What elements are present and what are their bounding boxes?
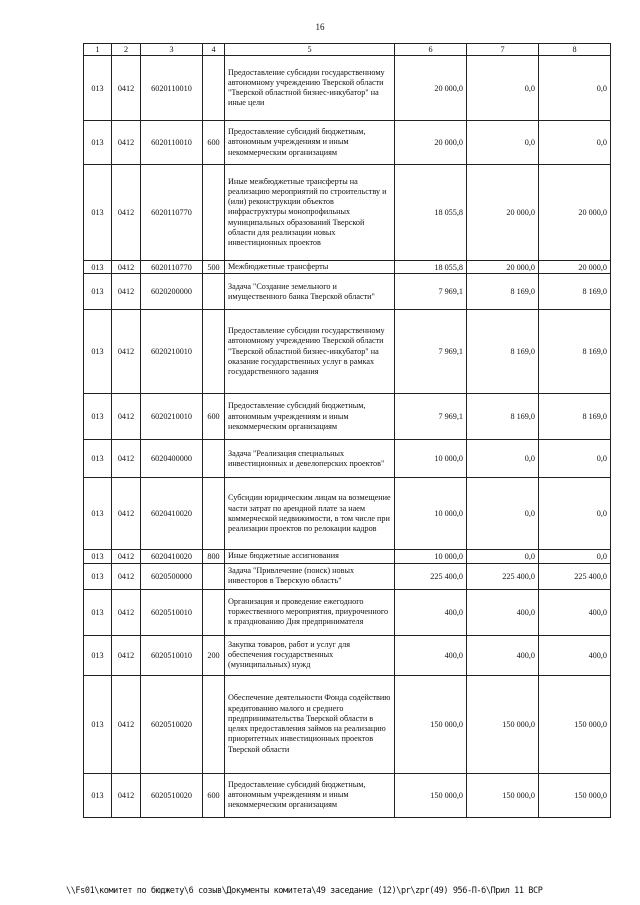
cell-section-code: 0412 [112,56,141,121]
column-header: 1 [84,44,112,56]
cell-amount-year1: 150 000,0 [395,773,467,817]
cell-expense-type [203,478,225,550]
cell-expense-type: 500 [203,261,225,274]
cell-section-code: 0412 [112,563,141,589]
cell-amount-year2: 0,0 [467,56,539,121]
cell-description: Предоставление субсидии государственному автономному учреждению Тверской области "Тверской областной бизнес-инкубатор" на иные цели [225,56,395,121]
table-row [84,589,611,635]
table-row [84,261,611,274]
cell-expense-type: 800 [203,550,225,563]
cell-amount-year1: 7 969,1 [395,274,467,310]
cell-amount-year2: 150 000,0 [467,773,539,817]
cell-amount-year2: 8 169,0 [467,274,539,310]
cell-amount-year3: 400,0 [539,589,611,635]
budget-table [83,43,611,818]
cell-section-code: 0412 [112,310,141,394]
cell-expense-type [203,440,225,478]
cell-section-code: 0412 [112,440,141,478]
cell-amount-year2: 0,0 [467,440,539,478]
cell-amount-year3: 0,0 [539,478,611,550]
table-row [84,56,611,121]
table-row [84,550,611,563]
cell-amount-year3: 225 400,0 [539,563,611,589]
cell-expense-type: 600 [203,121,225,165]
table-row [84,274,611,310]
cell-amount-year1: 7 969,1 [395,310,467,394]
cell-description: Задача "Реализация специальных инвестиционных и девелоперских проектов" [225,440,395,478]
cell-description: Предоставление субсидии государственному автономному учреждению Тверской области "Тверской областной бизнес-инкубатор" на оказание государственных услуг в рамках государственного задания [225,310,395,394]
cell-admin-code: 013 [84,121,112,165]
column-header: 8 [539,44,611,56]
cell-admin-code: 013 [84,773,112,817]
cell-amount-year1: 10 000,0 [395,478,467,550]
cell-section-code: 0412 [112,121,141,165]
column-header: 7 [467,44,539,56]
cell-admin-code: 013 [84,440,112,478]
table-row [84,675,611,773]
cell-admin-code: 013 [84,165,112,261]
cell-amount-year3: 150 000,0 [539,773,611,817]
table-row [84,121,611,165]
cell-expense-type: 600 [203,394,225,440]
cell-amount-year3: 20 000,0 [539,165,611,261]
cell-admin-code: 013 [84,589,112,635]
cell-expense-type [203,589,225,635]
table-row [84,394,611,440]
cell-admin-code: 013 [84,550,112,563]
column-header: 5 [225,44,395,56]
cell-amount-year1: 400,0 [395,589,467,635]
cell-target-code: 6020510010 [141,589,203,635]
cell-description: Предоставление субсидий бюджетным, автономным учреждениям и иным некоммерческим организациям [225,394,395,440]
cell-section-code: 0412 [112,635,141,675]
cell-target-code: 6020410020 [141,550,203,563]
cell-section-code: 0412 [112,261,141,274]
cell-amount-year3: 400,0 [539,635,611,675]
cell-amount-year2: 20 000,0 [467,165,539,261]
cell-amount-year3: 0,0 [539,121,611,165]
cell-expense-type: 200 [203,635,225,675]
cell-amount-year3: 0,0 [539,56,611,121]
table-row [84,563,611,589]
table-row [84,310,611,394]
cell-section-code: 0412 [112,274,141,310]
cell-admin-code: 013 [84,261,112,274]
cell-target-code: 6020410020 [141,478,203,550]
cell-expense-type [203,56,225,121]
table-row [84,773,611,817]
cell-amount-year1: 150 000,0 [395,675,467,773]
cell-section-code: 0412 [112,550,141,563]
cell-amount-year2: 400,0 [467,635,539,675]
cell-description: Иные межбюджетные трансферты на реализацию мероприятий по строительству и (или) реконструкции объектов инфраструктуры монопрофильных муниципальных образований Тверской области для реализации новых инвестиционных проектов [225,165,395,261]
cell-target-code: 6020510020 [141,675,203,773]
cell-admin-code: 013 [84,274,112,310]
cell-amount-year3: 0,0 [539,440,611,478]
cell-description: Задача "Привлечение (поиск) новых инвесторов в Тверскую область" [225,563,395,589]
cell-expense-type [203,274,225,310]
cell-amount-year2: 0,0 [467,121,539,165]
cell-amount-year1: 10 000,0 [395,440,467,478]
cell-amount-year1: 225 400,0 [395,563,467,589]
cell-admin-code: 013 [84,56,112,121]
cell-amount-year1: 400,0 [395,635,467,675]
cell-amount-year2: 225 400,0 [467,563,539,589]
table-row [84,165,611,261]
cell-section-code: 0412 [112,394,141,440]
cell-description: Межбюджетные трансферты [225,261,395,274]
cell-description: Субсидии юридическим лицам на возмещение части затрат по арендной плате за наем коммерческой недвижимости, в том числе при реализации проектов по релокации кадров [225,478,395,550]
cell-expense-type [203,165,225,261]
cell-description: Организация и проведение ежегодного торжественного мероприятия, приуроченного к празднованию Дня предпринимателя [225,589,395,635]
cell-target-code: 6020110010 [141,121,203,165]
table-row [84,478,611,550]
footer-file-path: \\Fs01\комитет по бюджету\6 созыв\Документы комитета\49 заседание (12)\pr\zpr(49) 956-П-б\Прил 11 ВСР [66,886,543,896]
page-number: 16 [315,22,325,32]
cell-target-code: 6020210010 [141,394,203,440]
cell-target-code: 6020500000 [141,563,203,589]
table-row [84,440,611,478]
cell-target-code: 6020110770 [141,261,203,274]
column-header: 2 [112,44,141,56]
cell-amount-year1: 7 969,1 [395,394,467,440]
cell-amount-year3: 0,0 [539,550,611,563]
cell-section-code: 0412 [112,589,141,635]
cell-amount-year3: 20 000,0 [539,261,611,274]
table-header-row [84,44,611,56]
cell-expense-type [203,563,225,589]
cell-admin-code: 013 [84,310,112,394]
cell-expense-type: 600 [203,773,225,817]
cell-amount-year2: 8 169,0 [467,394,539,440]
cell-description: Предоставление субсидий бюджетным, автономным учреждениям и иным некоммерческим организациям [225,773,395,817]
cell-target-code: 6020510010 [141,635,203,675]
cell-expense-type [203,675,225,773]
table-row [84,635,611,675]
cell-amount-year2: 20 000,0 [467,261,539,274]
cell-section-code: 0412 [112,478,141,550]
cell-target-code: 6020210010 [141,310,203,394]
cell-description: Задача "Создание земельного и имущественного банка Тверской области" [225,274,395,310]
cell-admin-code: 013 [84,478,112,550]
cell-admin-code: 013 [84,635,112,675]
cell-amount-year1: 18 055,8 [395,261,467,274]
cell-amount-year3: 150 000,0 [539,675,611,773]
cell-amount-year1: 10 000,0 [395,550,467,563]
cell-amount-year2: 8 169,0 [467,310,539,394]
cell-description: Иные бюджетные ассигнования [225,550,395,563]
column-header: 3 [141,44,203,56]
cell-target-code: 6020110010 [141,56,203,121]
cell-target-code: 6020510020 [141,773,203,817]
cell-admin-code: 013 [84,563,112,589]
column-header: 6 [395,44,467,56]
cell-description: Закупка товаров, работ и услуг для обеспечения государственных (муниципальных) нужд [225,635,395,675]
cell-amount-year1: 20 000,0 [395,56,467,121]
cell-section-code: 0412 [112,165,141,261]
cell-admin-code: 013 [84,394,112,440]
cell-target-code: 6020400000 [141,440,203,478]
cell-expense-type [203,310,225,394]
cell-section-code: 0412 [112,773,141,817]
column-header: 4 [203,44,225,56]
cell-amount-year3: 8 169,0 [539,394,611,440]
cell-target-code: 6020200000 [141,274,203,310]
cell-description: Предоставление субсидий бюджетным, автономным учреждениям и иным некоммерческим организациям [225,121,395,165]
cell-amount-year2: 400,0 [467,589,539,635]
cell-amount-year3: 8 169,0 [539,310,611,394]
cell-amount-year2: 0,0 [467,478,539,550]
cell-amount-year1: 18 055,8 [395,165,467,261]
cell-description: Обеспечение деятельности Фонда содействию кредитованию малого и среднего предпринимательства Тверской области в целях предоставления займов на реализацию приоритетных инвестиционных проектов Тверской области [225,675,395,773]
cell-amount-year3: 8 169,0 [539,274,611,310]
cell-target-code: 6020110770 [141,165,203,261]
cell-amount-year2: 0,0 [467,550,539,563]
cell-amount-year1: 20 000,0 [395,121,467,165]
cell-amount-year2: 150 000,0 [467,675,539,773]
cell-admin-code: 013 [84,675,112,773]
cell-section-code: 0412 [112,675,141,773]
